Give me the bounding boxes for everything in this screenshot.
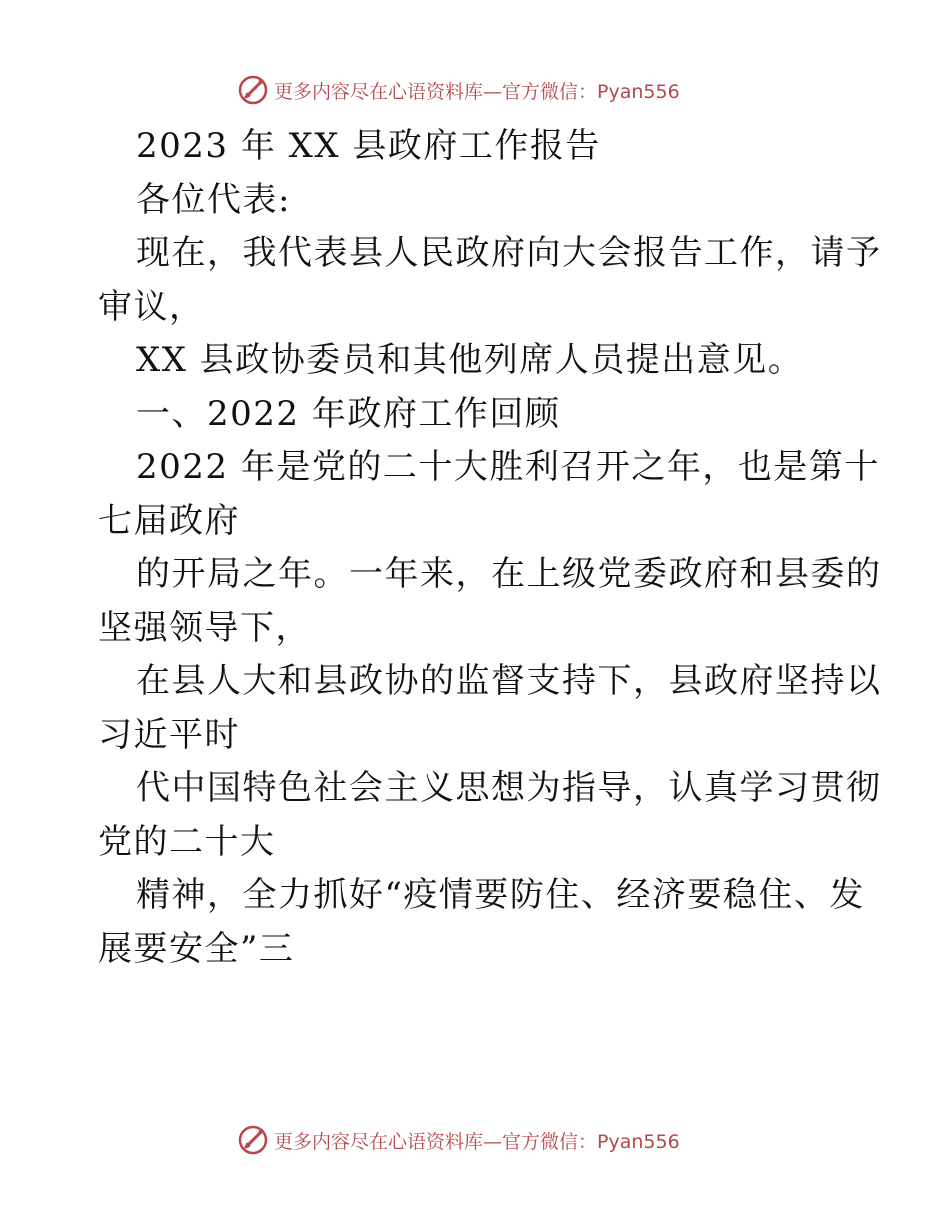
footer-watermark [236, 1122, 680, 1158]
text-line: 代中国特色社会主义思想为指导，认真学习贯彻 [136, 768, 882, 808]
text-line: 现在，我代表县人民政府向大会报告工作，请予 [136, 233, 882, 273]
text-line: 2022 年是党的二十大胜利召开之年，也是第十 [136, 447, 880, 487]
text-line: 精神，全力抓好“疫情要防住、经济要稳住、发 [136, 875, 865, 915]
header-watermark [236, 72, 680, 108]
brush-logo-icon [236, 1123, 270, 1157]
text-line: 的开局之年。一年来，在上级党委政府和县委的 [136, 554, 882, 594]
text-line: 党的二十大 [98, 821, 276, 862]
document-body [98, 120, 882, 976]
text-line: XX 县政协委员和其他列席人员提出意见。 [136, 340, 804, 380]
text-line: 七届政府 [98, 500, 240, 541]
watermark-handle: Pyan556 [597, 80, 680, 103]
watermark-handle: Pyan556 [597, 1130, 680, 1153]
watermark-text: 更多内容尽在心语资料库—官方微信：Pyan556 [274, 80, 680, 103]
text-line: 各位代表: [136, 179, 291, 220]
text-line: 一、2022 年政府工作回顾 [136, 393, 561, 434]
text-line: 在县人大和县政协的监督支持下，县政府坚持以 [136, 661, 882, 701]
text-line: 坚强领导下， [98, 607, 311, 648]
text-line: 展要安全”三 [98, 928, 295, 969]
brush-logo-icon [236, 73, 270, 107]
text-line: 习近平时 [98, 714, 240, 755]
watermark-text: 更多内容尽在心语资料库—官方微信：Pyan556 [274, 1130, 680, 1153]
text-line: 审议， [98, 286, 205, 327]
text-line: 2023 年 XX 县政府工作报告 [136, 126, 601, 166]
